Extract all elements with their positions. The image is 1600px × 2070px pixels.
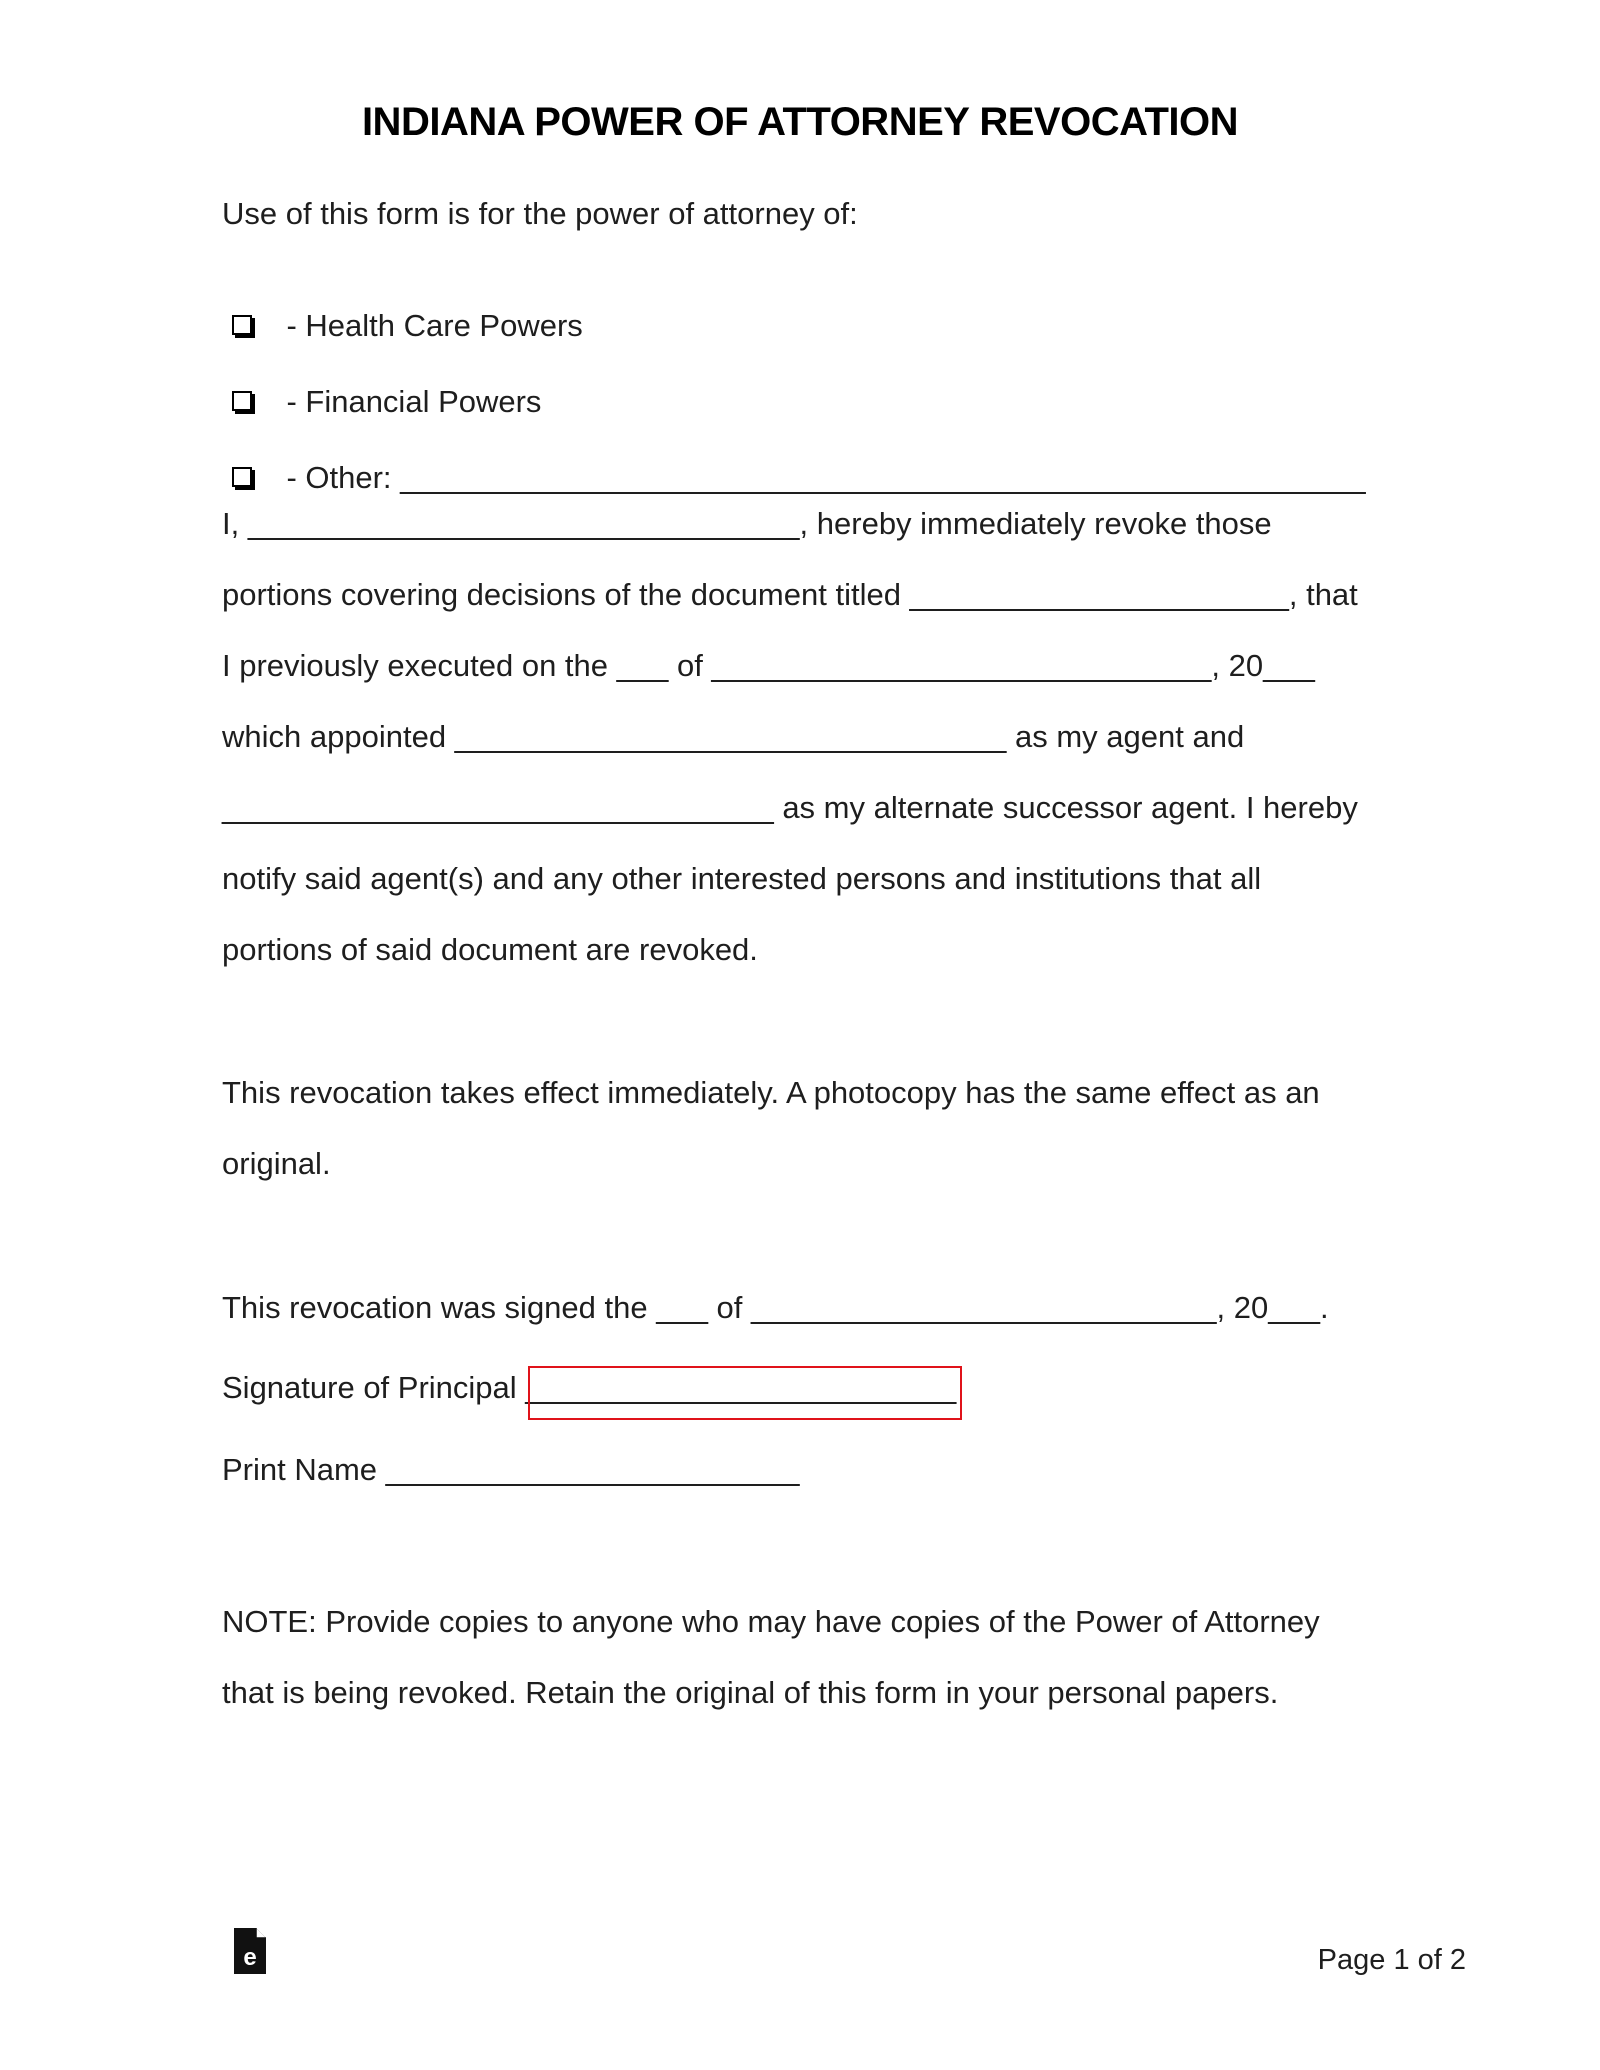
note-line: NOTE: Provide copies to anyone who may have copies of the Power of Attorney: [222, 1604, 1320, 1639]
print-name-line: Print Name ________________________: [222, 1452, 800, 1487]
body-line: I, ________________________________, hereby immediately revoke those: [222, 506, 1272, 541]
checkbox-icon[interactable]: [232, 391, 252, 411]
note-line: that is being revoked. Retain the original of this form in your personal papers.: [222, 1675, 1279, 1710]
body-line: I previously executed on the ___ of _____________________________, 20___: [222, 648, 1315, 683]
option-label: - Financial Powers: [286, 384, 542, 419]
option-label: - Other: ________________________________________________________: [286, 460, 1366, 495]
page-number: Page 1 of 2: [1317, 1944, 1466, 1976]
svg-text:e: e: [243, 1944, 257, 1971]
body-line: portions covering decisions of the document titled ______________________, that: [222, 577, 1358, 612]
eforms-logo-icon: [232, 1926, 268, 1976]
body-line: ________________________________ as my alternate successor agent. I hereby: [222, 790, 1358, 825]
signed-date-line: This revocation was signed the ___ of ___________________________, 20___.: [222, 1290, 1329, 1325]
signature-field[interactable]: [528, 1366, 962, 1420]
option-label: - Health Care Powers: [286, 308, 583, 343]
intro-text: Use of this form is for the power of attorney of:: [222, 196, 858, 231]
checkbox-icon[interactable]: [232, 467, 252, 487]
signature-line: Signature of Principal _________________________: [222, 1370, 957, 1405]
effect-line: original.: [222, 1146, 331, 1181]
body-line: which appointed ________________________________ as my agent and: [222, 719, 1245, 754]
body-line: portions of said document are revoked.: [222, 932, 758, 967]
checkbox-icon[interactable]: [232, 315, 252, 335]
body-line: notify said agent(s) and any other interested persons and institutions that all: [222, 861, 1262, 896]
document-title: INDIANA POWER OF ATTORNEY REVOCATION: [361, 100, 1239, 144]
effect-line: This revocation takes effect immediately. A photocopy has the same effect as an: [222, 1075, 1320, 1110]
